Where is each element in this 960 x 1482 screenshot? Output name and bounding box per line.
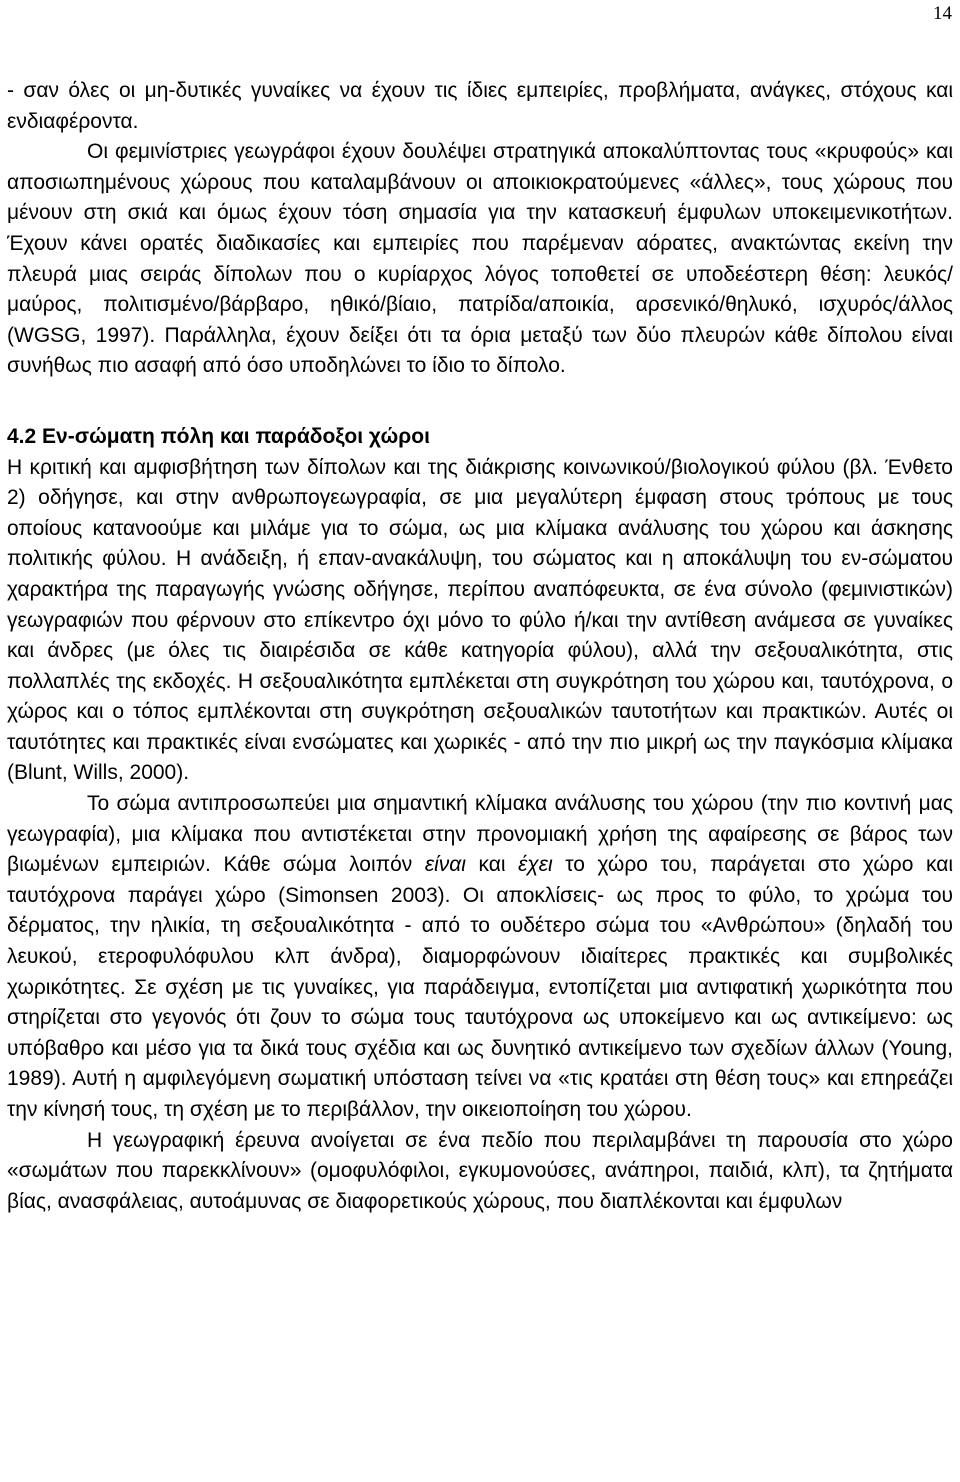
section-heading: 4.2 Εν-σώματη πόλη και παράδοξοι χώροι xyxy=(7,424,430,448)
page-number: 14 xyxy=(933,3,952,24)
paragraph-4-text-1: Το σώμα αντιπροσωπεύει μια σημαντική κλίμακα ανάλυσης του χώρου (την πιο κοντινή μας γεωγραφία), μια κλίμακα που αντιστέκεται στην προνομιακή χρήση της αφαίρεσης σε βάρος των βιωμένων εμπειριών. Κάθε σώμα λοιπόν xyxy=(7,792,953,877)
paragraph-1: - σαν όλες οι μη-δυτικές γυναίκες να έχουν τις ίδιες εμπειρίες, προβλήματα, ανάγκες, στόχους και ενδιαφέροντα. xyxy=(7,79,953,133)
paragraph-2: Οι φεμινίστριες γεωγράφοι έχουν δουλέψει στρατηγικά αποκαλύπτοντας τους «κρυφούς» και αποσιωπημένους χώρους που καταλαμβάνουν οι αποικιοκρατούμενες «άλλες», τους χώρους που μένουν στη σκιά και όμως έχουν τόση σημασία για την κατασκευή έμφυλων υποκειμενικοτήτων. Έχουν κάνει ορατές διαδικασίες και εμπειρίες που παρέμεναν αόρατες, ανακτώντας εκείνη την πλευρά μιας σειράς δίπολων που ο κυρίαρχος λόγος τοποθετεί σε υποδεέστερη θέση: λευκός/μαύρος, πολιτισμένο/βάρβαρο, ηθικό/βίαιο, πατρίδα/αποικία, αρσενικό/θηλυκό, ισχυρός/άλλος (WGSG, 1997). Παράλληλα, έχουν δείξει ότι τα όρια μεταξύ των δύο πλευρών κάθε δίπολου είναι συνήθως πιο ασαφή από όσο υποδηλώνει το ίδιο το δίπολο. xyxy=(7,140,953,378)
paragraph-4-emphasis-2: έχει xyxy=(518,853,553,877)
paragraph-4-text-2: και xyxy=(465,853,519,877)
paragraph-5: Η γεωγραφική έρευνα ανοίγεται σε ένα πεδίο που περιλαμβάνει τη παρουσία στο χώρο «σωμάτων που παρεκκλίνουν» (ομοφυλόφιλοι, εγκυμονούσες, ανάπηροι, παιδιά, κλπ), τα ζητήματα βίας, ανασφάλειας, αυτοάμυνας σε διαφορετικούς χώρους, που διαπλέκονται και έμφυλων xyxy=(7,1128,953,1213)
page-body xyxy=(7,76,953,1217)
paragraph-3: Η κριτική και αμφισβήτηση των δίπολων και της διάκρισης κοινωνικού/βιολογικού φύλου (βλ. Ένθετο 2) οδήγησε, και στην ανθρωπογεωγραφία, σε μια μεγαλύτερη έμφαση στους τρόπους με τους οποίους κατανοούμε και μιλάμε για το σώμα, ως μια κλίμακα ανάλυσης του χώρου και άσκησης πολιτικής φύλου. Η ανάδειξη, ή επαν-ανακάλυψη, του σώματος και η αποκάλυψη του εν-σώματου χαρακτήρα της παραγωγής γνώσης οδήγησε, περίπου αναπόφευκτα, σε ένα σύνολο (φεμινιστικών) γεωγραφιών που φέρνουν στο επίκεντρο όχι μόνο το φύλο ή/και την αντίθεση ανάμεσα σε γυναίκες και άνδρες (με όλες τις διαιρέσιδα σε κάθε κατηγορία φύλου), αλλά την σεξουαλικότητα, στις πολλαπλές της εκδοχές. Η σεξουαλικότητα εμπλέκεται στη συγκρότηση του χώρου και, ταυτόχρονα, ο χώρος και ο τόπος εμπλέκονται στη συγκρότηση σεξουαλικών ταυτοτήτων και πρακτικών. Αυτές οι ταυτότητες και πρακτικές είναι ενσώματες και χωρικές - από την πιο μικρή ως την παγκόσμια κλίμακα (Blunt, Wills, 2000). xyxy=(7,455,953,785)
paragraph-4 xyxy=(7,789,953,1126)
paragraph-4-text-3: το χώρο του, παράγεται στο χώρο και ταυτόχρονα παράγει χώρο (Simonsen 2003). Οι αποκλίσεις- ως προς το φύλο, το χρώμα του δέρματος, την ηλικία, τη σεξουαλικότητα - από το ουδέτερο σώμα του «Ανθρώπου» (δηλαδή του λευκού, ετεροφυλόφυλου κλπ άνδρα), διαμορφώνουν ιδιαίτερες πρακτικές και συμβολικές χωρικότητες. Σε σχέση με τις γυναίκες, για παράδειγμα, εντοπίζεται μια αντιφατική χωρικότητα που στηρίζεται στο γεγονός ότι ζουν το σώμα τους ταυτόχρονα ως υποκείμενο και ως αντικείμενο: ως υπόβαθρο και μέσο για τα δικά τους σχέδια και ως δυνητικό αντικείμενο των σχεδίων άλλων (Young, 1989). Αυτή η αμφιλεγόμενη σωματική υπόσταση τείνει να «τις κρατάει στη θέση τους» και επηρεάζει την κίνησή τους, τη σχέση με το περιβάλλον, την οικειοποίηση του χώρου. xyxy=(7,853,954,1121)
paragraph-4-emphasis-1: είναι xyxy=(424,853,466,877)
